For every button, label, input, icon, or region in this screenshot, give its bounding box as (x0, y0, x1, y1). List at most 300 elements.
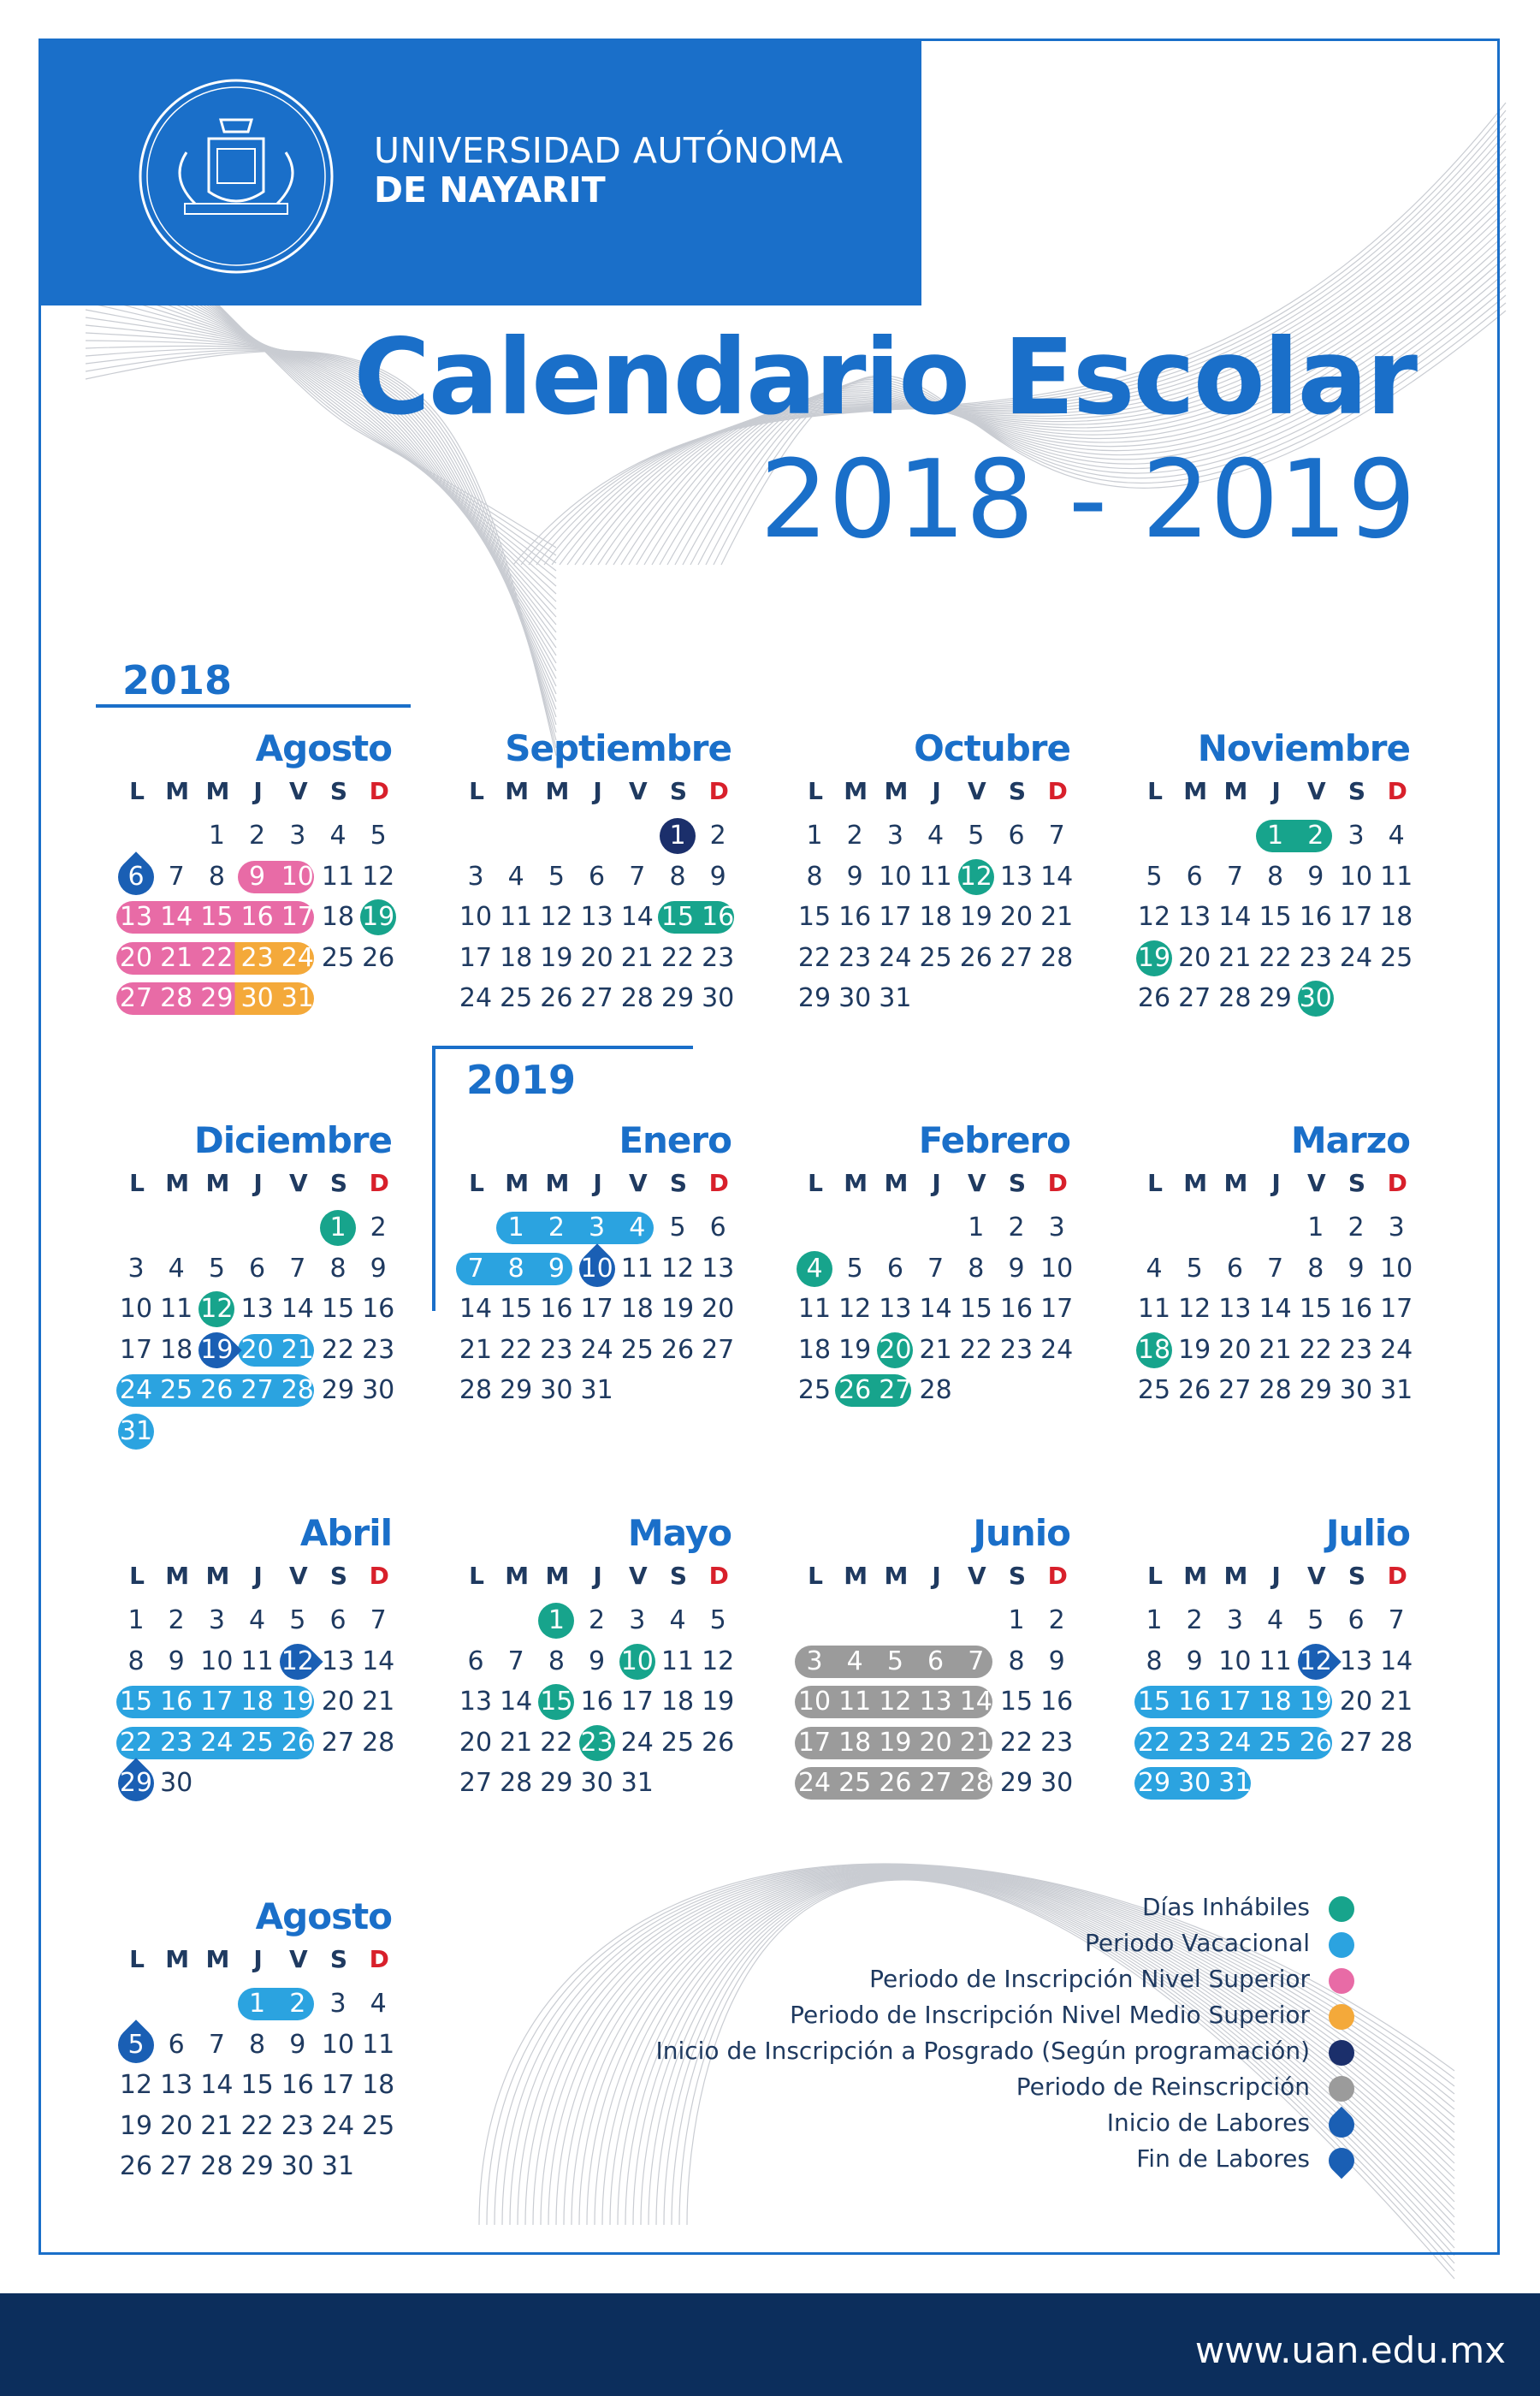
calendar-day: 2 (1186, 1605, 1203, 1635)
calendar-day: 14 (1380, 1646, 1413, 1676)
calendar-day: 30 (1040, 1768, 1074, 1798)
calendar-day: 18 (797, 1334, 832, 1365)
calendar-day: 5 (370, 821, 387, 851)
weekday-header: M (1183, 777, 1208, 805)
calendar-day: 27 (160, 2151, 193, 2181)
university-seal-icon (135, 75, 337, 277)
weekday-header: S (1348, 1562, 1366, 1590)
calendar-day: 25 (660, 1727, 695, 1758)
weekday-header: M (205, 1562, 230, 1590)
weekday-header: S (669, 1562, 688, 1590)
calendar-day: 29 (500, 1375, 533, 1405)
calendar-day: 15 (119, 1687, 153, 1717)
calendar-day: 12 (200, 1294, 234, 1324)
calendar-day: 21 (500, 1727, 533, 1758)
website-url[interactable]: www.uan.edu.mx (1194, 2329, 1506, 2371)
calendar-day: 7 (629, 861, 646, 892)
calendar-day: 16 (580, 1687, 613, 1717)
calendar-day: 30 (362, 1375, 395, 1405)
calendar-day: 20 (119, 942, 153, 973)
calendar-day: 18 (160, 1334, 193, 1365)
calendar-day: 7 (1388, 1605, 1405, 1635)
calendar-day: 9 (168, 1646, 185, 1676)
calendar-day: 31 (1218, 1768, 1252, 1798)
weekday-header: L (808, 1169, 823, 1197)
calendar-day: 28 (362, 1727, 395, 1758)
calendar-day: 10 (119, 1294, 153, 1324)
calendar-day: 19 (879, 1727, 912, 1758)
weekday-header: S (669, 777, 688, 805)
calendar-day: 28 (281, 1375, 314, 1405)
calendar-day: 4 (168, 1253, 185, 1284)
year-label-2019: 2019 (466, 1057, 577, 1103)
calendar-day: 19 (838, 1334, 872, 1365)
calendar-day: 21 (1218, 942, 1252, 973)
weekday-header: J (593, 1562, 602, 1590)
calendar-day: 8 (329, 1253, 346, 1284)
insc_medio-legend-icon (1329, 2004, 1354, 2030)
calendar-day: 6 (1348, 1605, 1365, 1635)
calendar-day: 20 (1339, 1687, 1373, 1717)
calendar-day: 14 (200, 2070, 234, 2100)
weekday-header: D (1387, 777, 1407, 805)
calendar-day: 28 (1218, 983, 1252, 1013)
calendar-day: 9 (1008, 1253, 1025, 1284)
calendar-day: 31 (321, 2151, 355, 2181)
month-name: Marzo (1290, 1119, 1410, 1161)
calendar-day: 17 (119, 1334, 153, 1365)
calendar-day: 7 (1267, 1253, 1284, 1284)
calendar-day: 26 (362, 942, 395, 973)
calendar-day: 6 (1226, 1253, 1243, 1284)
calendar-day: 1 (1008, 1605, 1025, 1635)
calendar-day: 12 (281, 1646, 314, 1676)
calendar-day: 1 (127, 1605, 145, 1635)
calendar-day: 31 (580, 1375, 613, 1405)
calendar-day: 27 (1339, 1727, 1373, 1758)
calendar-day: 14 (362, 1646, 395, 1676)
calendar-day: 20 (702, 1294, 735, 1324)
calendar-day: 6 (886, 1253, 903, 1284)
calendar-day: 12 (879, 1687, 912, 1717)
calendar-day: 6 (329, 1605, 346, 1635)
calendar-day: 12 (838, 1294, 872, 1324)
weekday-header: J (932, 1169, 941, 1197)
month-block (111, 1119, 402, 1446)
calendar-day: 29 (660, 983, 695, 1013)
calendar-day: 12 (959, 861, 992, 892)
calendar-day: 24 (1218, 1727, 1252, 1758)
calendar-day: 19 (200, 1334, 234, 1365)
calendar-day: 8 (507, 1253, 524, 1284)
weekday-header: D (708, 777, 729, 805)
calendar-day: 2 (709, 821, 726, 851)
calendar-day: 13 (1339, 1646, 1373, 1676)
month-name: Mayo (627, 1512, 732, 1554)
calendar-day: 16 (1040, 1687, 1074, 1717)
calendar-day: 29 (119, 1768, 153, 1798)
calendar-day: 25 (919, 942, 952, 973)
month-name: Febrero (918, 1119, 1070, 1161)
weekday-header: D (708, 1169, 729, 1197)
calendar-day: 23 (838, 942, 872, 973)
weekday-header: L (129, 777, 145, 805)
year-label-2018: 2018 (122, 657, 233, 703)
calendar-day: 21 (1259, 1334, 1292, 1365)
weekday-header: J (932, 1562, 941, 1590)
weekday-header: M (1183, 1562, 1208, 1590)
weekday-header: L (469, 1169, 484, 1197)
calendar-day: 8 (806, 861, 823, 892)
calendar-day: 14 (281, 1294, 314, 1324)
page-title: Calendario Escolar (353, 317, 1416, 438)
month-name: Octubre (914, 727, 1070, 769)
calendar-day: 28 (160, 983, 193, 1013)
calendar-day: 4 (669, 1605, 686, 1635)
calendar-day: 27 (702, 1334, 735, 1365)
weekday-header: V (288, 777, 308, 805)
calendar-day: 22 (660, 942, 695, 973)
weekday-header: M (884, 777, 909, 805)
calendar-day: 1 (806, 821, 823, 851)
weekday-header: D (369, 1945, 389, 1973)
calendar-day: 19 (1299, 1687, 1332, 1717)
calendar-day: 29 (200, 983, 234, 1013)
calendar-day: 23 (580, 1727, 613, 1758)
weekday-header: S (329, 1562, 348, 1590)
month-block (790, 1512, 1081, 1798)
calendar-day: 7 (289, 1253, 306, 1284)
calendar-day: 11 (620, 1253, 654, 1284)
weekday-header: L (129, 1562, 145, 1590)
calendar-day: 23 (1339, 1334, 1373, 1365)
calendar-day: 1 (1146, 1605, 1163, 1635)
calendar-day: 24 (200, 1727, 234, 1758)
calendar-day: 31 (620, 1768, 654, 1798)
calendar-day: 11 (362, 2029, 395, 2060)
calendar-day: 15 (540, 1687, 573, 1717)
calendar-day: 10 (1380, 1253, 1413, 1284)
calendar-day: 13 (879, 1294, 912, 1324)
weekday-header: D (1047, 1169, 1068, 1197)
calendar-day: 24 (119, 1375, 153, 1405)
calendar-day: 6 (467, 1646, 484, 1676)
calendar-day: 30 (838, 983, 872, 1013)
calendar-day: 14 (1259, 1294, 1292, 1324)
calendar-day: 1 (507, 1213, 524, 1242)
weekday-header: V (628, 1562, 648, 1590)
weekday-header: J (253, 1945, 263, 1973)
weekday-header: J (593, 777, 602, 805)
calendar-day: 19 (660, 1294, 695, 1324)
weekday-header: S (1008, 777, 1027, 805)
insc_superior-legend-icon (1329, 1968, 1354, 1994)
calendar-day: 17 (1339, 902, 1373, 932)
calendar-day: 4 (249, 1605, 266, 1635)
month-name: Noviembre (1197, 727, 1410, 769)
calendar-day: 24 (281, 942, 314, 973)
calendar-day: 2 (1008, 1213, 1025, 1242)
calendar-day: 23 (999, 1334, 1034, 1365)
calendar-day: 22 (959, 1334, 992, 1365)
weekday-header: V (628, 777, 648, 805)
calendar-day: 26 (838, 1375, 872, 1405)
inhabiles-legend-icon (1329, 1896, 1354, 1922)
calendar-day: 24 (1339, 942, 1373, 973)
weekday-header: L (808, 1562, 823, 1590)
calendar-day: 14 (500, 1687, 533, 1717)
calendar-day: 6 (1008, 821, 1025, 851)
weekday-header: M (1223, 1562, 1248, 1590)
calendar-day: 4 (629, 1213, 646, 1242)
calendar-day: 27 (459, 1768, 493, 1798)
weekday-header: V (1306, 1169, 1326, 1197)
calendar-day: 13 (240, 1294, 274, 1324)
month-block (1129, 727, 1420, 1013)
year-divider-2018 (96, 704, 411, 708)
calendar-day: 24 (1380, 1334, 1413, 1365)
weekday-header: V (288, 1562, 308, 1590)
calendar-day: 13 (580, 902, 613, 932)
calendar-day: 5 (1186, 1253, 1203, 1284)
calendar-day: 20 (999, 902, 1034, 932)
calendar-day: 22 (999, 1727, 1034, 1758)
weekday-header: M (205, 1169, 230, 1197)
calendar-day: 13 (999, 861, 1034, 892)
calendar-day: 13 (1218, 1294, 1252, 1324)
weekday-header: S (1348, 777, 1366, 805)
month-name: Enero (619, 1119, 732, 1161)
calendar-day: 23 (1178, 1727, 1211, 1758)
calendar-day: 27 (240, 1375, 274, 1405)
calendar-day: 29 (1299, 1375, 1332, 1405)
weekday-header: L (1147, 1562, 1163, 1590)
calendar-day: 19 (281, 1687, 314, 1717)
calendar-day: 26 (702, 1727, 735, 1758)
calendar-day: 9 (1186, 1646, 1203, 1676)
calendar-day: 21 (959, 1727, 992, 1758)
weekday-header: M (505, 1562, 530, 1590)
calendar-day: 27 (999, 942, 1034, 973)
reinscripcion-legend-icon (1329, 2076, 1354, 2102)
weekday-header: J (932, 777, 941, 805)
legend-label: Inicio de Labores (1106, 2108, 1310, 2137)
calendar-day: 1 (249, 1989, 266, 2019)
calendar-day: 14 (919, 1294, 952, 1324)
weekday-header: D (1047, 1562, 1068, 1590)
weekday-header: D (369, 1562, 389, 1590)
month-name: Septiembre (505, 727, 732, 769)
calendar-day: 22 (200, 942, 234, 973)
calendar-day: 28 (959, 1768, 992, 1798)
calendar-day: 22 (321, 1334, 355, 1365)
calendar-day: 5 (289, 1605, 306, 1635)
university-name-line1: UNIVERSIDAD AUTÓNOMA (374, 130, 844, 171)
calendar-day: 23 (281, 2110, 314, 2141)
calendar-day: 2 (1348, 1213, 1365, 1242)
calendar-day: 11 (797, 1294, 832, 1324)
weekday-header: M (165, 1562, 190, 1590)
calendar-day: 2 (1048, 1605, 1065, 1635)
calendar-day: 18 (362, 2070, 395, 2100)
weekday-header: V (288, 1945, 308, 1973)
calendar-day: 7 (507, 1646, 524, 1676)
calendar-day: 2 (589, 1605, 606, 1635)
calendar-day: 7 (370, 1605, 387, 1635)
legend-label: Inicio de Inscripción a Posgrado (Según programación) (655, 2037, 1310, 2065)
calendar-day: 15 (797, 902, 832, 932)
calendar-day: 23 (240, 942, 274, 973)
calendar-day: 25 (321, 942, 355, 973)
calendar-day: 25 (1137, 1375, 1171, 1405)
month-block (1129, 1512, 1420, 1798)
weekday-header: M (1223, 777, 1248, 805)
weekday-header: M (165, 1945, 190, 1973)
weekday-header: V (967, 777, 986, 805)
calendar-day: 8 (208, 861, 225, 892)
calendar-day: 3 (1226, 1605, 1243, 1635)
legend-label: Periodo de Reinscripción (1016, 2073, 1310, 2101)
calendar-day: 10 (1040, 1253, 1074, 1284)
calendar-day: 5 (1146, 861, 1163, 892)
calendar-day: 15 (200, 902, 234, 932)
calendar-day: 17 (1380, 1294, 1413, 1324)
weekday-header: M (205, 1945, 230, 1973)
calendar-day: 15 (1137, 1687, 1171, 1717)
calendar-day: 29 (240, 2151, 274, 2181)
calendar-day: 1 (669, 821, 686, 851)
calendar-day: 24 (797, 1768, 832, 1798)
calendar-day: 15 (1259, 902, 1292, 932)
calendar-day: 31 (281, 983, 314, 1013)
weekday-header: V (288, 1169, 308, 1197)
weekday-header: S (329, 777, 348, 805)
month-name: Agosto (255, 727, 392, 769)
calendar-day: 4 (1267, 1605, 1284, 1635)
calendar-day: 15 (240, 2070, 274, 2100)
calendar-day: 2 (548, 1213, 565, 1242)
calendar-day: 12 (119, 2070, 153, 2100)
calendar-day: 19 (362, 902, 395, 932)
calendar-day: 19 (959, 902, 992, 932)
calendar-day: 29 (321, 1375, 355, 1405)
calendar-day: 17 (459, 942, 493, 973)
calendar-day: 8 (1008, 1646, 1025, 1676)
weekday-header: D (1387, 1562, 1407, 1590)
calendar-day: 14 (459, 1294, 493, 1324)
calendar-day: 11 (838, 1687, 872, 1717)
calendar-day: 24 (879, 942, 912, 973)
calendar-day: 6 (1186, 861, 1203, 892)
calendar-day: 1 (1307, 1213, 1324, 1242)
calendar-day: 21 (362, 1687, 395, 1717)
calendar-day: 26 (200, 1375, 234, 1405)
calendar-day: 11 (660, 1646, 695, 1676)
weekday-header: M (884, 1562, 909, 1590)
weekday-header: S (329, 1945, 348, 1973)
calendar-day: 20 (459, 1727, 493, 1758)
calendar-day: 27 (580, 983, 613, 1013)
calendar-day: 2 (846, 821, 863, 851)
calendar-day: 15 (500, 1294, 533, 1324)
calendar-day: 22 (797, 942, 832, 973)
month-name: Agosto (255, 1895, 392, 1937)
calendar-day: 22 (240, 2110, 274, 2141)
calendar-day: 3 (589, 1213, 606, 1242)
weekday-header: J (253, 1169, 263, 1197)
calendar-day: 8 (968, 1253, 985, 1284)
weekday-header: S (669, 1169, 688, 1197)
calendar-day: 23 (362, 1334, 395, 1365)
calendar-day: 2 (249, 821, 266, 851)
legend-label: Periodo de Inscripción Nivel Superior (869, 1965, 1310, 1993)
calendar-day: 9 (1348, 1253, 1365, 1284)
calendar-day: 4 (329, 821, 346, 851)
calendar-day: 27 (1178, 983, 1211, 1013)
calendar-day: 4 (806, 1253, 823, 1284)
calendar-day: 7 (1048, 821, 1065, 851)
calendar-day: 17 (1040, 1294, 1074, 1324)
calendar-day: 25 (797, 1375, 832, 1405)
calendar-day: 7 (1226, 861, 1243, 892)
weekday-header: J (253, 1562, 263, 1590)
calendar-day: 30 (1339, 1375, 1373, 1405)
calendar-day: 22 (1299, 1334, 1332, 1365)
calendar-day: 6 (709, 1213, 726, 1242)
weekday-header: M (545, 1169, 570, 1197)
calendar-day: 31 (1380, 1375, 1413, 1405)
month-block (111, 1512, 402, 1798)
calendar-day: 25 (160, 1375, 193, 1405)
weekday-header: J (253, 777, 263, 805)
weekday-header: J (1271, 1169, 1281, 1197)
calendar-day: 8 (1146, 1646, 1163, 1676)
calendar-day: 16 (1339, 1294, 1373, 1324)
calendar-day: 26 (959, 942, 992, 973)
weekday-header: V (1306, 1562, 1326, 1590)
calendar-day: 17 (797, 1727, 832, 1758)
calendar-day: 7 (467, 1253, 484, 1284)
calendar-day: 4 (507, 861, 524, 892)
weekday-header: S (1008, 1562, 1027, 1590)
calendar-day: 4 (1388, 821, 1405, 851)
calendar-day: 19 (119, 2110, 153, 2141)
calendar-day: 1 (329, 1213, 346, 1242)
calendar-day: 6 (927, 1646, 945, 1676)
calendar-day: 16 (838, 902, 872, 932)
calendar-day: 20 (321, 1687, 355, 1717)
calendar-day: 5 (548, 861, 565, 892)
calendar-day: 23 (1299, 942, 1332, 973)
calendar-day: 5 (968, 821, 985, 851)
calendar-day: 6 (589, 861, 606, 892)
posgrado-legend-icon (1329, 2040, 1354, 2066)
vacacional-legend-icon (1329, 1932, 1354, 1958)
calendar-day: 31 (119, 1415, 153, 1446)
calendar-day: 25 (838, 1768, 872, 1798)
weekday-header: L (808, 777, 823, 805)
calendar-day: 26 (540, 983, 573, 1013)
calendar-day: 4 (846, 1646, 863, 1676)
year-divider-2019 (432, 1046, 693, 1049)
calendar-day: 16 (160, 1687, 193, 1717)
calendar-day: 3 (127, 1253, 145, 1284)
weekday-header: D (1047, 777, 1068, 805)
calendar-day: 3 (1348, 821, 1365, 851)
calendar-day: 26 (879, 1768, 912, 1798)
calendar-day: 16 (1299, 902, 1332, 932)
calendar-day: 29 (540, 1768, 573, 1798)
